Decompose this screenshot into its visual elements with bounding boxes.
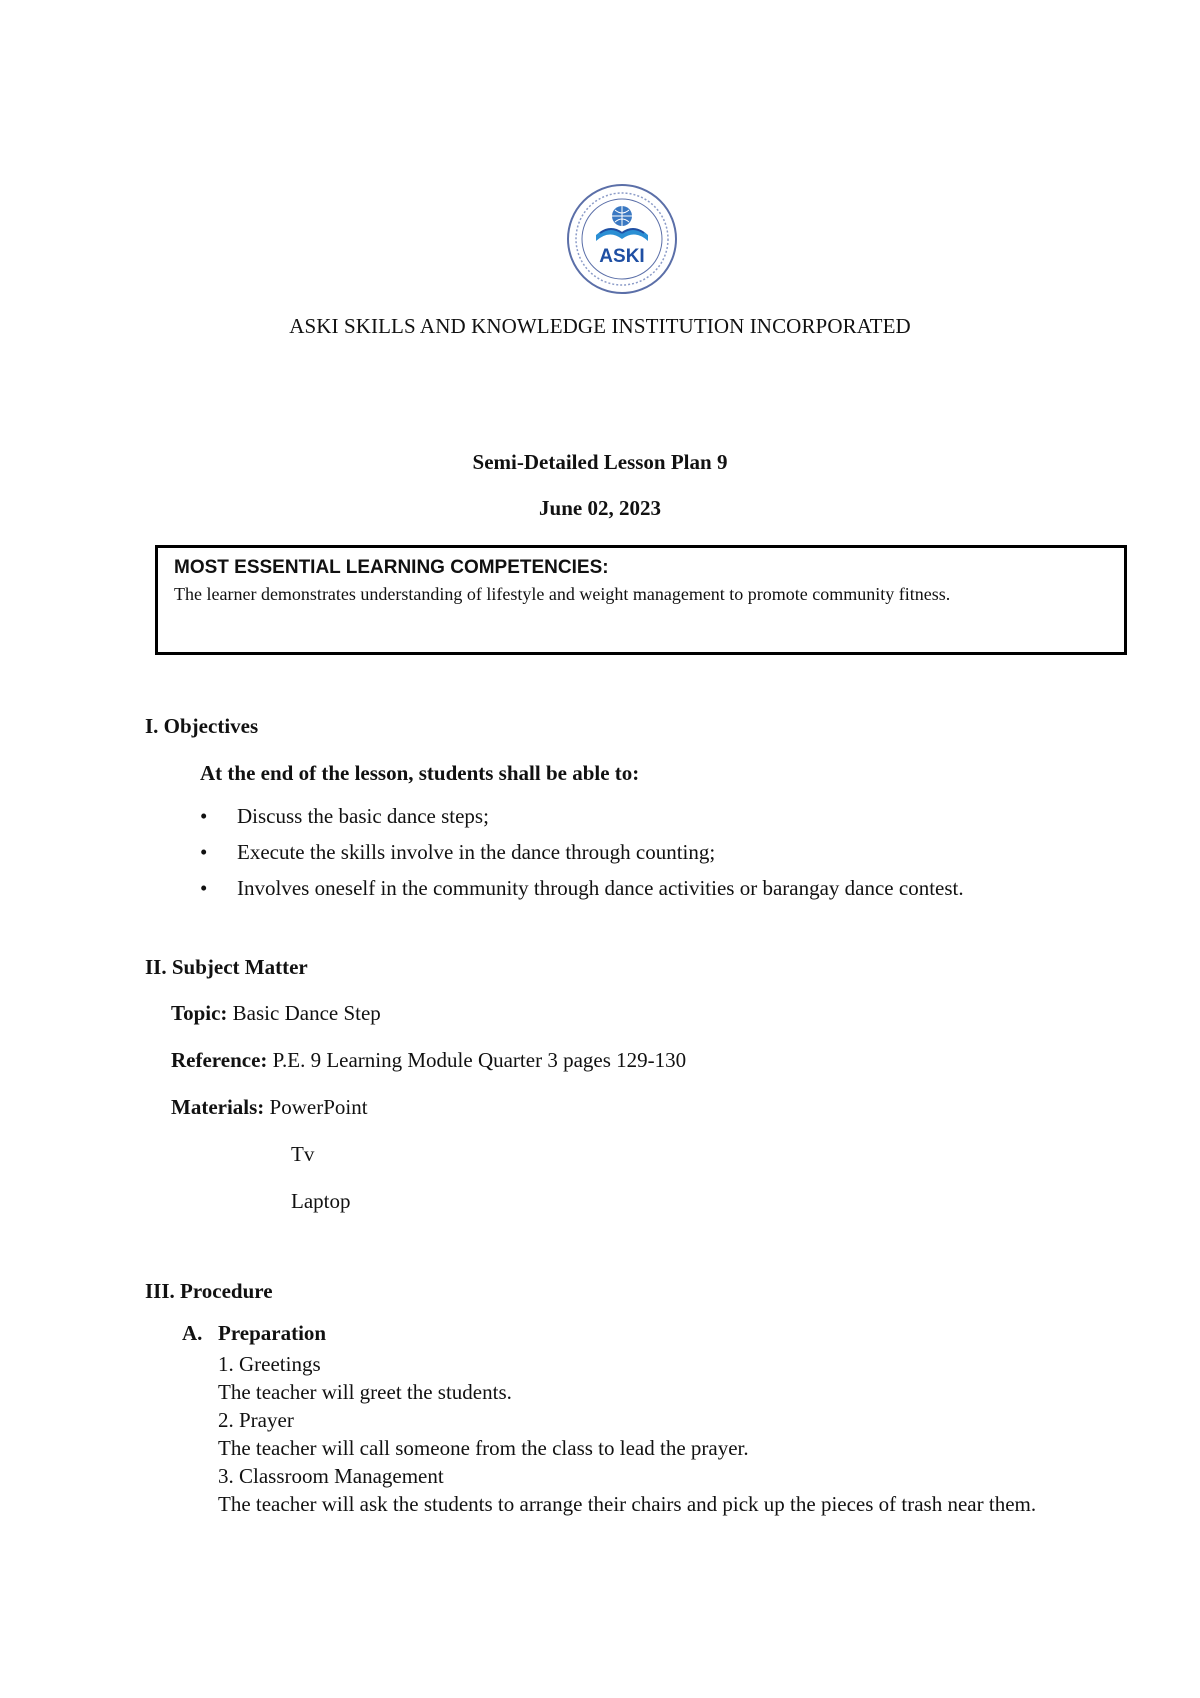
step-title: 1. Greetings xyxy=(218,1352,321,1376)
material-item: Laptop xyxy=(291,1189,351,1213)
objectives-intro: At the end of the lesson, students shall be able to: xyxy=(200,761,640,785)
bullet-icon: • xyxy=(200,876,208,900)
step-text: The teacher will greet the students. xyxy=(218,1380,512,1404)
bullet-icon: • xyxy=(200,804,208,828)
preparation-steps xyxy=(218,1350,1118,1518)
materials-line xyxy=(171,1095,368,1120)
aski-logo xyxy=(566,183,678,295)
logo-text: ASKI xyxy=(599,246,645,267)
document-title: Semi-Detailed Lesson Plan 9 xyxy=(472,450,728,474)
reference-value: P.E. 9 Learning Module Quarter 3 pages 129-130 xyxy=(272,1048,687,1072)
step-title: 3. Classroom Management xyxy=(218,1464,444,1488)
part-title: Preparation xyxy=(218,1321,327,1345)
list-item: • Discuss the basic dance steps; xyxy=(200,804,489,828)
document-date: June 02, 2023 xyxy=(539,496,661,520)
bullet-icon: • xyxy=(200,840,208,864)
objectives-list xyxy=(200,802,964,910)
step-title: 2. Prayer xyxy=(218,1408,294,1432)
topic-line xyxy=(171,1001,381,1026)
materials-label: Materials: xyxy=(171,1095,265,1119)
material-item: Tv xyxy=(291,1142,315,1166)
material-item: PowerPoint xyxy=(269,1095,368,1119)
step-text: The teacher will ask the students to arrange their chairs and pick up the pieces of trash near them. xyxy=(218,1492,1037,1516)
procedure-heading: III. Procedure xyxy=(145,1279,273,1303)
melc-heading: MOST ESSENTIAL LEARNING COMPETENCIES: xyxy=(174,557,609,578)
institution-name: ASKI SKILLS AND KNOWLEDGE INSTITUTION INCORPORATED xyxy=(289,314,911,338)
topic-value: Basic Dance Step xyxy=(232,1001,381,1025)
melc-text: The learner demonstrates understanding of lifestyle and weight management to promote community fitness. xyxy=(174,584,951,604)
subject-matter-heading: II. Subject Matter xyxy=(145,955,308,979)
reference-label: Reference: xyxy=(171,1048,268,1072)
melc-box xyxy=(155,545,1127,655)
list-item: • Involves oneself in the community through dance activities or barangay dance contest. xyxy=(200,876,964,900)
list-item: • Execute the skills involve in the dance through counting; xyxy=(200,840,716,864)
part-label: A. xyxy=(182,1321,203,1345)
aski-seal-icon xyxy=(566,183,678,295)
objectives-heading: I. Objectives xyxy=(145,714,259,738)
topic-label: Topic: xyxy=(171,1001,228,1025)
step-text: The teacher will call someone from the class to lead the prayer. xyxy=(218,1436,749,1460)
preparation-heading xyxy=(182,1321,326,1346)
reference-line xyxy=(171,1048,686,1073)
